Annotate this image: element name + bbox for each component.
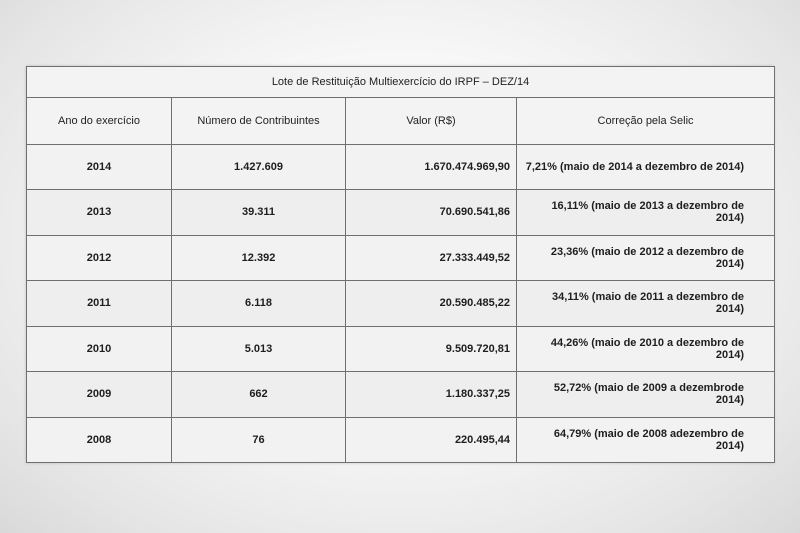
cell-selic: 64,79% (maio de 2008 adezembro de 2014) [517, 417, 775, 463]
table-row [27, 144, 775, 189]
cell-contribuintes: 5.013 [172, 326, 346, 371]
cell-selic: 23,36% (maio de 2012 a dezembro de 2014) [517, 235, 775, 280]
cell-selic: 44,26% (maio de 2010 a dezembro de 2014) [517, 326, 775, 371]
cell-ano: 2014 [27, 144, 172, 189]
cell-valor: 27.333.449,52 [346, 235, 517, 280]
cell-contribuintes: 76 [172, 417, 346, 463]
cell-contribuintes: 6.118 [172, 281, 346, 326]
cell-ano: 2011 [27, 281, 172, 326]
cell-ano: 2009 [27, 372, 172, 417]
cell-contribuintes: 12.392 [172, 235, 346, 280]
cell-valor: 220.495,44 [346, 417, 517, 463]
table-header-row [27, 98, 775, 144]
cell-ano: 2008 [27, 417, 172, 463]
table-row [27, 235, 775, 280]
cell-ano: 2012 [27, 235, 172, 280]
cell-contribuintes: 662 [172, 372, 346, 417]
cell-valor: 20.590.485,22 [346, 281, 517, 326]
cell-ano: 2010 [27, 326, 172, 371]
cell-valor: 9.509.720,81 [346, 326, 517, 371]
cell-valor: 1.180.337,25 [346, 372, 517, 417]
header-ano: Ano do exercício [27, 98, 172, 144]
cell-selic: 7,21% (maio de 2014 a dezembro de 2014) [517, 144, 775, 189]
header-contribuintes: Número de Contribuintes [172, 98, 346, 144]
cell-selic: 16,11% (maio de 2013 a dezembro de 2014) [517, 190, 775, 235]
restitution-table [26, 66, 775, 463]
table-row [27, 326, 775, 371]
table-title-row [27, 67, 775, 98]
cell-valor: 1.670.474.969,90 [346, 144, 517, 189]
cell-ano: 2013 [27, 190, 172, 235]
table-row [27, 190, 775, 235]
cell-selic: 34,11% (maio de 2011 a dezembro de 2014) [517, 281, 775, 326]
table-row [27, 417, 775, 463]
cell-valor: 70.690.541,86 [346, 190, 517, 235]
table-row [27, 281, 775, 326]
cell-contribuintes: 39.311 [172, 190, 346, 235]
restitution-table-container [26, 66, 774, 463]
header-valor: Valor (R$) [346, 98, 517, 144]
header-selic: Correção pela Selic [517, 98, 775, 144]
cell-contribuintes: 1.427.609 [172, 144, 346, 189]
table-title: Lote de Restituição Multiexercício do IRPF – DEZ/14 [27, 67, 775, 98]
table-row [27, 372, 775, 417]
cell-selic: 52,72% (maio de 2009 a dezembrode 2014) [517, 372, 775, 417]
